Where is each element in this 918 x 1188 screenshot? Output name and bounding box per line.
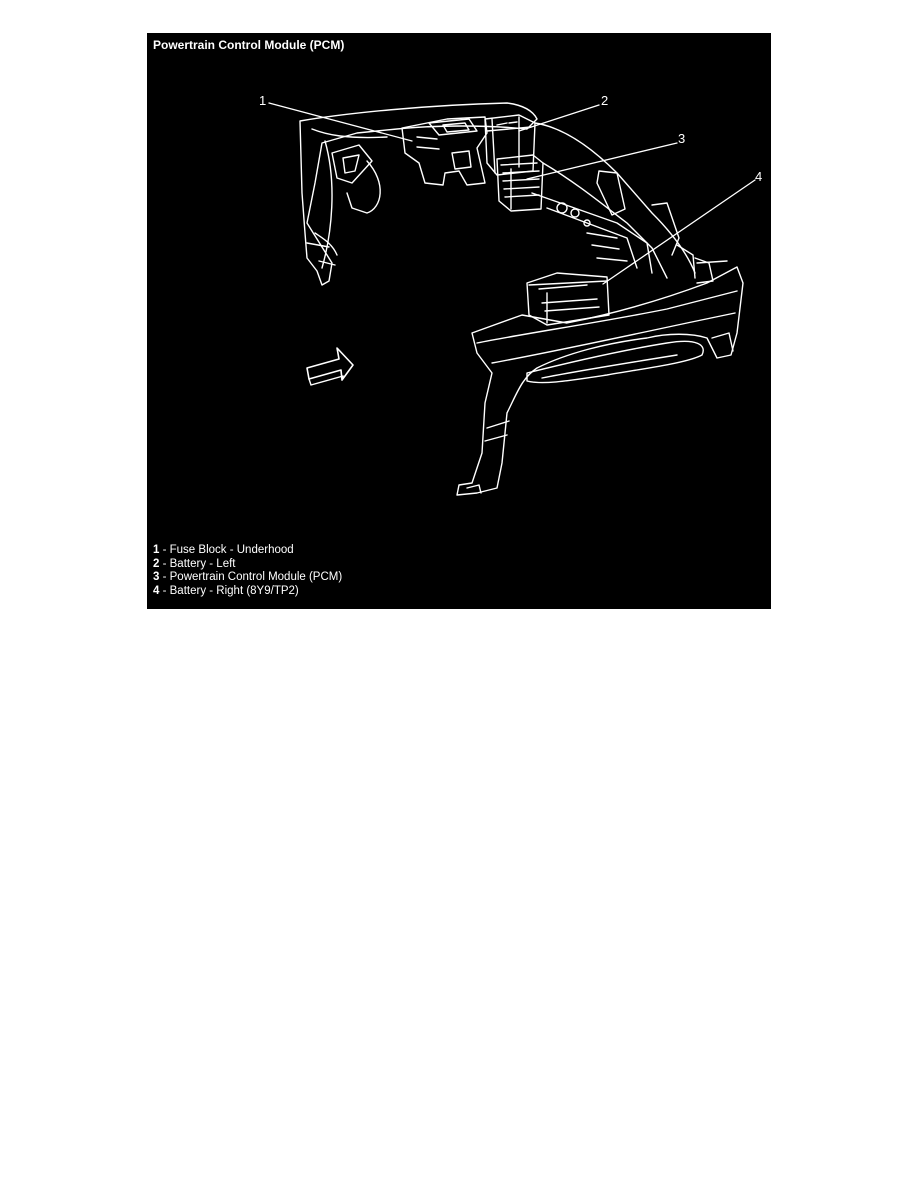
callout-3-leader (527, 143, 677, 179)
callout-2-leader (519, 105, 599, 131)
legend-label: Battery - Right (8Y9/TP2) (169, 584, 299, 597)
legend-number: 2 (153, 557, 160, 570)
legend-separator: - (159, 571, 170, 584)
legend-item-1 (153, 544, 342, 558)
engine-compartment-drawing (147, 33, 771, 609)
legend-separator: - (159, 584, 170, 597)
front-direction-arrow-icon (307, 348, 353, 385)
legend-number: 3 (153, 571, 160, 584)
right-inner-structure-illustration (532, 123, 713, 283)
callout-4-leader (603, 180, 755, 284)
legend-separator: - (159, 544, 170, 556)
legend-number: 1 (153, 544, 160, 556)
legend-label: Powertrain Control Module (PCM) (169, 571, 343, 584)
legend-separator: - (159, 557, 170, 570)
legend-item-4 (153, 585, 342, 599)
legend-item-2 (153, 558, 342, 572)
callout-legend (153, 544, 342, 598)
legend-label: Battery - Left (169, 557, 236, 570)
callout-2-number: 2 (601, 93, 609, 108)
figure-title: Powertrain Control Module (PCM) (153, 38, 345, 52)
callout-4-number: 4 (755, 169, 763, 184)
legend-item-3 (153, 571, 342, 585)
legend-label: Fuse Block - Underhood (169, 544, 294, 556)
callout-1-number: 1 (259, 93, 267, 108)
callout-3-number: 3 (678, 131, 686, 146)
pcm-module-illustration (497, 155, 543, 211)
diagram-figure (147, 33, 771, 609)
legend-number: 4 (153, 584, 160, 597)
right-fender-illustration (457, 261, 743, 495)
left-battery-illustration (485, 115, 535, 175)
